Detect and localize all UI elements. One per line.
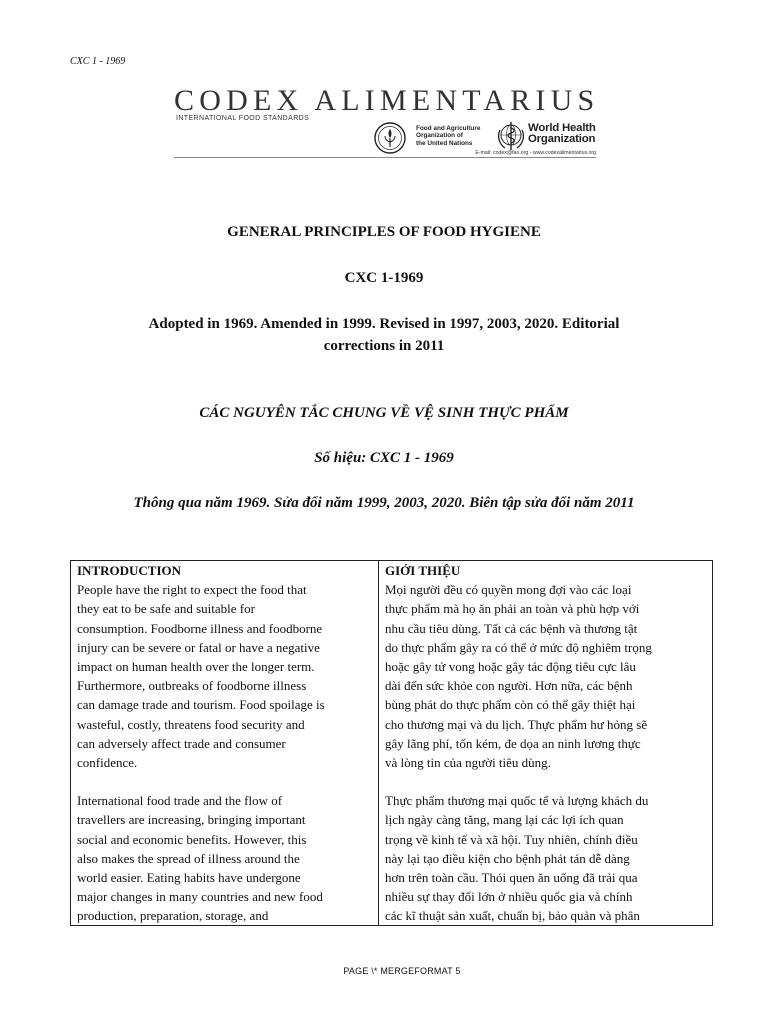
page-footer: PAGE \* MERGEFORMAT 5 xyxy=(343,966,461,976)
english-paragraph: International food trade and the flow of travellers are increasing, bringing important social and economic benefits. However, this also makes the spread of illness around the world easier. Eating habits have undergone major changes in many countries and new food production, preparation, storage, and xyxy=(77,793,323,924)
english-paragraph: People have the right to expect the food that they eat to be safe and suitable for consumption. Foodborne illness and foodborne injury can be severe or fatal or have a negative impact on human health over the longer term. Furthermore, outbreaks of foodborne illness can damage trade and tourism. Food spoilage is wasteful, costly, threatens food security and can adversely affect trade and consumer confidence. xyxy=(77,582,325,771)
logo-divider xyxy=(174,157,596,158)
title-vietnamese: CÁC NGUYÊN TẮC CHUNG VỀ VỆ SINH THỰC PHẨM xyxy=(199,405,569,421)
fao-seal-icon xyxy=(374,122,406,154)
document-reference: CXC 1 - 1969 xyxy=(70,56,126,67)
vietnamese-paragraph: Thực phẩm thương mại quốc tế và lượng khách du lịch ngày càng tăng, mang lại các lợi ích quan trọng về kinh tế và xã hội. Tuy nhiên, chính điều này lại tạo điều kiện cho bệnh phát tán dễ dàng hơn trên toàn cầu. Thói quen ăn uống đã trải qua nhiều sự thay đổi lớn ở nhiều quốc gia và chính các kĩ thuật sản xuất, chuẩn bị, bảo quản và phân xyxy=(385,793,649,924)
codex-logo xyxy=(174,86,598,162)
who-emblem-icon xyxy=(496,120,526,152)
vietnamese-paragraph: Mọi người đều có quyền mong đợi vào các loại thực phẩm mà họ ăn phải an toàn và phù hợp với nhu cầu tiêu dùng. Tất cả các bệnh và thương tật do thực phẩm gây ra có thể ở mức độ nghiêm trọng hoặc gây tử vong hoặc gây tác động tiêu cực lâu dài đến sức khỏe con người. Hơn nữa, các bệnh bùng phát do thực phẩm còn có thể gây thiệt hại cho thương mại và du lịch. Thực phẩm hư hỏng sẽ gây lãng phí, tốn kém, đe dọa an ninh lương thực và lòng tin của người tiêu dùng. xyxy=(385,582,652,771)
history-english-line-1: Adopted in 1969. Amended in 1999. Revised in 1997, 2003, 2020. Editorial xyxy=(148,316,620,332)
vietnamese-heading: GIỚI THIỆU xyxy=(385,563,461,578)
english-heading: INTRODUCTION xyxy=(77,563,182,578)
english-column xyxy=(71,561,379,925)
who-name: World Health Organization xyxy=(528,122,596,145)
vietnamese-column xyxy=(379,561,712,925)
code-vietnamese: Số hiệu: CXC 1 - 1969 xyxy=(314,450,454,466)
title-english: GENERAL PRINCIPLES OF FOOD HYGIENE xyxy=(227,224,541,240)
fao-name: Food and Agriculture Organization of the United Nations xyxy=(416,125,481,147)
bilingual-table xyxy=(70,560,713,926)
codex-contact-line: E-mail: codex@fao.org - www.codexalimentarius.org xyxy=(475,150,596,156)
code-english: CXC 1-1969 xyxy=(344,270,424,286)
history-english-line-2: corrections in 2011 xyxy=(323,338,445,354)
codex-logo-subtitle: INTERNATIONAL FOOD STANDARDS xyxy=(176,115,310,122)
history-vietnamese: Thông qua năm 1969. Sửa đổi năm 1999, 2003, 2020. Biên tập sửa đổi năm 2011 xyxy=(133,495,635,511)
codex-logo-title: CODEX ALIMENTARIUS xyxy=(174,84,600,117)
